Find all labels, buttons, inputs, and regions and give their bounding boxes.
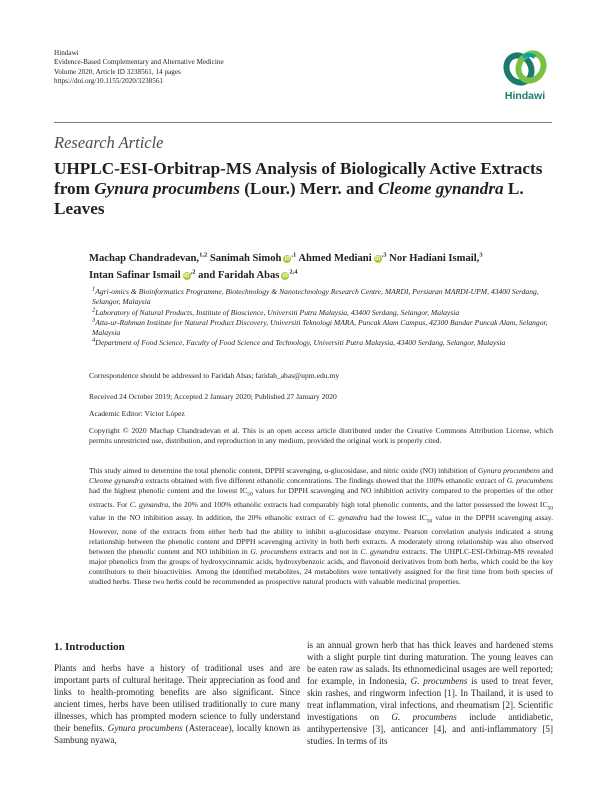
body-species: G. procumbens (410, 676, 468, 686)
body-text: is used to treat fever, skin rashes, and ringworm infection [1]. In Thailand, it is used to treat inflammation, viral infections, and rheumatism [2]. Scientific investigations on (307, 676, 553, 722)
orcid-icon[interactable]: iD (375, 256, 381, 262)
abstract (89, 466, 553, 588)
affiliation-text: Laboratory of Natural Products, Institute of Bioscience, Universiti Putra Malaysia, 43400 Serdang, Selangor, Malaysia (95, 307, 460, 317)
abstract-text: value in the NO inhibition assay. In addition, the 20% ethanolic extract of (89, 513, 329, 523)
body-text: include antidiabetic, antihypertensive [3], anticancer [4], and anti-inflammatory [5] studies. In terms of its (307, 712, 553, 746)
abstract-species: Cleome gynandra (89, 476, 144, 486)
abstract-text: extracts and not in (297, 547, 361, 557)
doi-link[interactable]: https://doi.org/10.1155/2020/3238561 (54, 77, 164, 86)
abstract-species: G. procumbens (250, 547, 298, 557)
affiliation (89, 338, 559, 348)
affiliation-number: 1 (92, 285, 96, 293)
affiliations (89, 287, 559, 349)
paper-title (54, 159, 554, 218)
academic-editor: Academic Editor: Víctor López (89, 409, 185, 418)
body-text: (Asteraceae), locally known as Sambung nyawa, (54, 723, 300, 745)
abstract-species: G. procumbens (506, 476, 553, 486)
header-divider (54, 122, 552, 123)
publication-dates: Received 24 October 2019; Accepted 2 January 2020; Published 27 January 2020 (89, 392, 337, 401)
body-species: Gynura procumbens (107, 723, 183, 733)
title-part: UHPLC-ESI-Orbitrap-MS Analysis of Biologically Active Extracts from (54, 159, 543, 198)
author-affil-sup: ,2 (190, 268, 196, 276)
title-part: L. Leaves (54, 178, 524, 218)
affiliation (89, 318, 559, 339)
abstract-text: values for DPPH scavenging and NO inhibition activity compared to the properties of the other extracts. For (89, 486, 553, 509)
abstract-text: , the 20% and 100% ethanolic extracts had comparably high total phenolic contents, and the latter possessed the lowest IC (168, 499, 548, 509)
body-text: is an annual grown herb that has thick leaves and hardened stems with a slight purple tint during maturation. The young leaves can be eaten raw as salads. Its ethnomedicinal usages are well reported; for example, in Indonesia, (307, 640, 553, 686)
correspondence: Correspondence should be addressed to Faridah Abas; faridah_abas@upm.edu.my (89, 371, 340, 380)
abstract-species: C. gynandra (328, 513, 368, 523)
section-heading: 1. Introduction (54, 641, 125, 653)
publisher-name: Hindawi (54, 49, 79, 57)
affiliation-text: Atta-ur-Rahman Institute for Natural Product Discovery, Universiti Teknologi MARA, Puncak Alam Campus, 42300 Bandar Puncak Alam, Selangor, Malaysia (92, 317, 548, 338)
journal-name: Evidence-Based Complementary and Alternative Medicine (54, 58, 224, 67)
subscript: 50 (426, 518, 433, 525)
subscript: 50 (247, 491, 253, 498)
author-affil-sup: ,3 (381, 251, 387, 259)
abstract-species: C. gynandra (360, 547, 400, 557)
affiliation-text: Department of Food Science, Faculty of Food Science and Technology, Universiti Putra Malaysia, 43400 Serdang, Selangor, Malaysia (95, 338, 506, 348)
orcid-icon[interactable]: iD (282, 273, 288, 279)
author-affil-sup: 3 (479, 251, 483, 259)
author-name[interactable]: Ahmed Mediani (298, 253, 372, 264)
hindawi-logo-icon (497, 47, 553, 89)
affiliation (89, 308, 559, 318)
copyright-notice: Copyright © 2020 Machap Chandradevan et al. This is an open access article distributed under the Creative Commons Attribution License, which permits unrestricted use, distribution, and reproduction in any medium, provided the original work is properly cited. (89, 426, 553, 446)
title-species: Cleome gynandra (378, 178, 504, 198)
author-name[interactable]: Sanimah Simoh (209, 253, 282, 264)
orcid-icon[interactable]: iD (184, 273, 190, 279)
affiliation-number: 2 (92, 306, 96, 314)
author-name[interactable]: Intan Safinar Ismail (89, 270, 181, 281)
hindawi-logo (497, 47, 553, 107)
author-name[interactable]: Nor Hadiani Ismail, (389, 253, 480, 264)
abstract-text: extracts obtained with five different ethanolic concentrations. The findings showed that the 100% ethanolic extract of (143, 476, 507, 486)
orcid-icon[interactable]: iD (284, 256, 290, 262)
intro-column-left (54, 662, 300, 746)
affiliation (89, 287, 559, 308)
abstract-species: C. gynandra (129, 499, 169, 509)
intro-column-right (307, 639, 553, 747)
affiliation-number: 3 (92, 316, 96, 324)
affiliation-text: Agri-omics & Bioinformatics Programme, Biotechnology & Nanotechnology Research Centre, MARDI, Persiaran MARDI-UPM, 43400 Serdang, Selangor, Malaysia (92, 287, 539, 307)
title-part: (Lour.) Merr. and (239, 178, 379, 198)
affiliation-number: 4 (92, 336, 96, 344)
author-name[interactable]: Machap Chandradevan, (89, 253, 200, 264)
abstract-text: extracts. The UHPLC-ESI-Orbitrap-MS revealed major phenolics from the groups of hydroxycinnamic acids, hydroxybenzoic acids, and flavonoid derivatives from both herbs, which could be the key contributors to their bioactivities. Among the identified metabolites, 24 metabolites were tentatively assigned for the first time from both species of studied herbs. These two herbs could be recommended as prospective natural products with valuable medicinal properties. (89, 547, 554, 587)
volume-info: Volume 2020, Article ID 3238561, 14 pages (54, 67, 181, 76)
subscript: 50 (547, 505, 554, 512)
abstract-text: had the lowest IC (367, 513, 427, 523)
author-affil-sup: 1,2 (199, 251, 208, 259)
abstract-species: Gynura procumbens (477, 466, 541, 475)
author-affil-sup: ,1 (291, 251, 297, 259)
journal-header (54, 49, 224, 87)
abstract-text: had the highest phenolic content and the lowest IC (89, 486, 248, 496)
author-affil-sup: 2,4 (289, 268, 298, 276)
author-name[interactable]: and Faridah Abas (198, 270, 280, 281)
title-species: Gynura procumbens (94, 178, 240, 198)
logo-wordmark: Hindawi (504, 90, 546, 102)
body-species: G. procumbens (391, 712, 457, 722)
abstract-text: and (540, 466, 553, 475)
author-list (89, 250, 559, 284)
article-type: Research Article (54, 133, 164, 152)
abstract-text: value in the DPPH scavenging assay. However, none of the extracts from either herb had the ability to inhibit α-glucosidase enzyme. Pearson correlation analysis indicated a strong relationship between the phenolic content and DPPH scavenging activity in both herb extracts. A moderately strong relationship was also observed between the phenolic content and NO inhibition in (89, 513, 553, 557)
body-text: Plants and herbs have a history of traditional uses and are important parts of cultural heritage. Their appreciation as food and links to health-promoting benefits are also significant. Since ancient times, herbs have been utilised traditionally to cure many illnesses, which has prompted modern science to fully understand their benefits. (54, 663, 300, 733)
abstract-text: This study aimed to determine the total phenolic content, DPPH scavenging, α-glucosidase, and nitric oxide (NO) inhibition of (89, 466, 478, 475)
